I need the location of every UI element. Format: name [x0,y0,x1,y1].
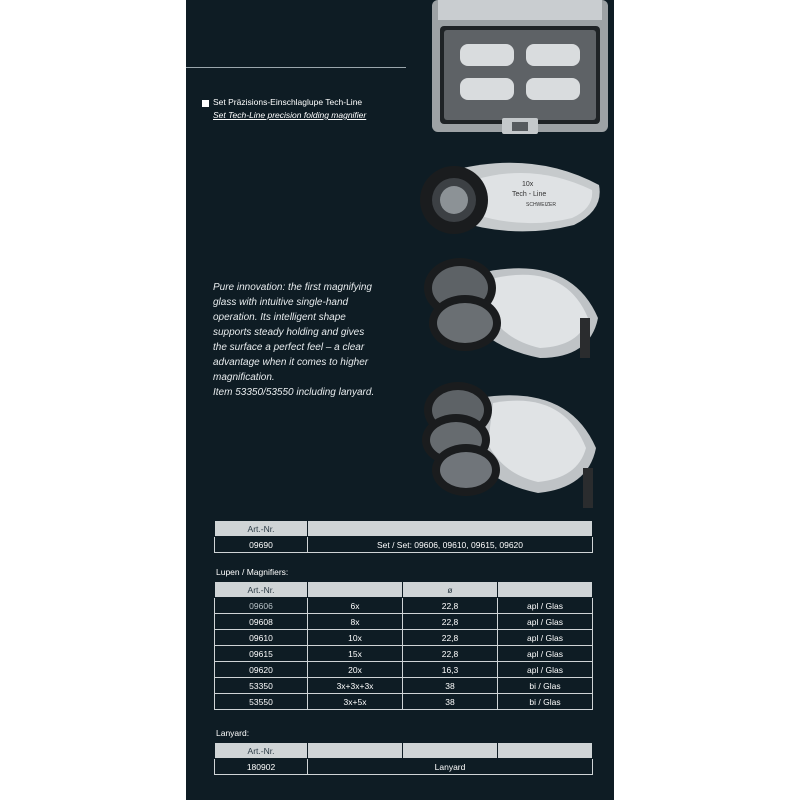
magnifiers-table [214,581,593,710]
mag-row-lens: bi / Glas [498,678,593,694]
description-line: the surface a perfect feel – a clear [213,342,365,353]
mag-row-lens: apl / Glas [498,614,593,630]
loupe-line-label: Tech - Line [512,191,547,198]
mag-header-dia: ø [403,582,498,598]
set-row-art: 09690 [215,537,308,553]
mag-row-dia: 22,8 [403,630,498,646]
set-header-empty [308,521,593,537]
divider-line [186,67,406,68]
mag-row-lens: apl / Glas [498,646,593,662]
mag-row-art: 53550 [215,694,308,710]
mag-row-art: 09606 [215,598,308,614]
mag-row-mag: 20x [308,662,403,678]
magnifiers-label: Lupen / Magnifiers: [216,567,289,577]
description-line: Pure innovation: the first magnifying [213,282,372,293]
description-line: operation. Its intelligent shape [213,312,346,323]
mag-row-mag: 15x [308,646,403,662]
mag-row-lens: apl / Glas [498,662,593,678]
mag-row-dia: 22,8 [403,646,498,662]
description-line: advantage when it comes to higher [213,357,369,368]
mag-row-art: 09608 [215,614,308,630]
mag-row-art: 09615 [215,646,308,662]
catalog-panel [186,0,614,800]
lanyard-row-art: 180902 [215,759,308,775]
description-line: Item 53350/53550 including lanyard. [213,387,375,398]
lanyard-header-art: Art.-Nr. [215,743,308,759]
title-german: Set Präzisions-Einschlaglupe Tech-Line [213,97,363,107]
triple-lens-loupe-image [420,248,610,378]
mag-row-mag: 8x [308,614,403,630]
set-table [214,520,593,553]
description-line: magnification. [213,372,275,383]
product-description [213,280,413,400]
lanyard-table [214,742,593,775]
mag-row-art: 09610 [215,630,308,646]
mag-row-art: 09620 [215,662,308,678]
lanyard-header-empty [308,743,403,759]
mag-row-dia: 22,8 [403,598,498,614]
mag-header-lens [498,582,593,598]
lanyard-row-desc: Lanyard [308,759,593,775]
mag-row-mag: 3x+5x [308,694,403,710]
loupe-magnification-label: 10x [522,181,534,188]
mag-row-lens: apl / Glas [498,630,593,646]
mag-row-mag: 10x [308,630,403,646]
aluminium-case-image [430,0,610,140]
set-header-art: Art.-Nr. [215,521,308,537]
lanyard-header-empty [498,743,593,759]
mag-row-lens: apl / Glas [498,598,593,614]
mag-row-dia: 38 [403,678,498,694]
mag-row-lens: bi / Glas [498,694,593,710]
description-line: supports steady holding and gives [213,327,365,338]
loupe-brand-label: SCHWEIZER [526,202,556,208]
bullet-square [202,100,209,107]
mag-row-dia: 38 [403,694,498,710]
set-row-desc: Set / Set: 09606, 09610, 09615, 09620 [308,537,593,553]
mag-row-dia: 16,3 [403,662,498,678]
lanyard-header-empty [403,743,498,759]
triple-lens-loupe-open-image [418,378,608,513]
mag-row-dia: 22,8 [403,614,498,630]
title-english: Set Tech-Line precision folding magnifier [213,110,367,120]
tech-line-loupe-image [414,150,614,245]
lanyard-label: Lanyard: [216,728,250,738]
description-line: glass with intuitive single-hand [213,297,349,308]
mag-header-art: Art.-Nr. [215,582,308,598]
mag-header-mag [308,582,403,598]
mag-row-art: 53350 [215,678,308,694]
mag-row-mag: 3x+3x+3x [308,678,403,694]
mag-row-mag: 6x [308,598,403,614]
